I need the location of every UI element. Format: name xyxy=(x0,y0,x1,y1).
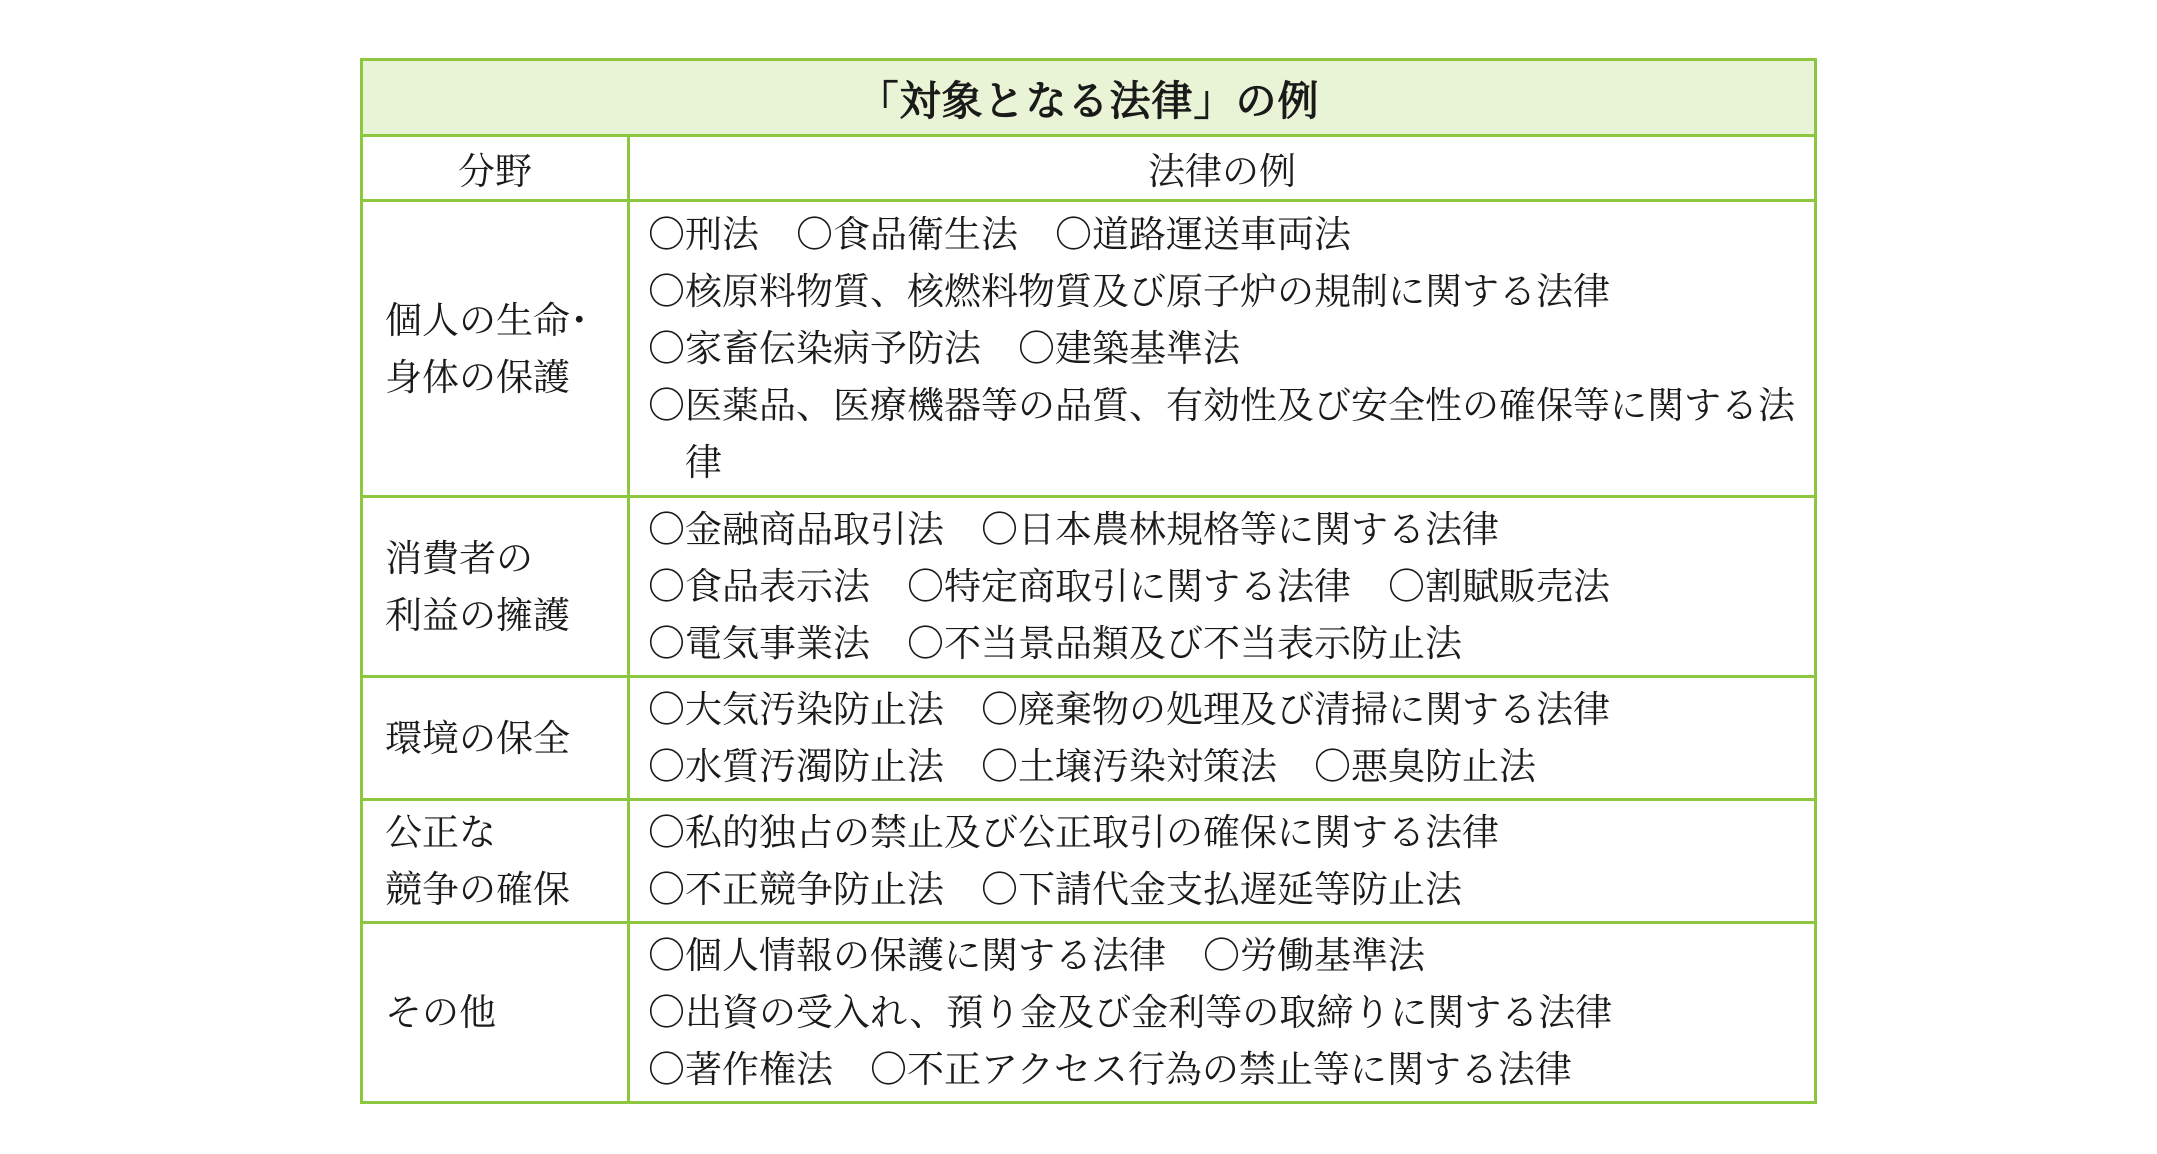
law-list-line: 〇水質汚濁防止法 〇土壌汚染対策法 〇悪臭防止法 xyxy=(648,745,1536,788)
field-label-line: 個人の生命･ xyxy=(385,298,589,342)
law-list-line: 〇医薬品、医療機器等の品質、有効性及び安全性の確保等に関する法律 xyxy=(648,384,1795,484)
table-title: 「対象となる法律」の例 xyxy=(362,60,1816,136)
law-list-line: 〇核原料物質、核燃料物質及び原子炉の規制に関する法律 xyxy=(648,270,1610,313)
table-row xyxy=(362,497,1816,677)
law-list-line: 〇家畜伝染病予防法 〇建築基準法 xyxy=(648,327,1240,370)
law-list-line: 〇刑法 〇食品衛生法 〇道路運送車両法 xyxy=(648,213,1351,256)
law-list-line: 〇金融商品取引法 〇日本農林規格等に関する法律 xyxy=(648,508,1499,551)
laws-cell xyxy=(629,497,1816,677)
laws-cell xyxy=(629,800,1816,923)
law-list-line: 〇著作権法 〇不正アクセス行為の禁止等に関する法律 xyxy=(648,1048,1572,1091)
law-list-line: 〇電気事業法 〇不当景品類及び不当表示防止法 xyxy=(648,622,1462,665)
laws-cell xyxy=(629,201,1816,497)
field-label-line: 消費者の xyxy=(385,536,533,580)
table-row xyxy=(362,201,1816,497)
column-header-field: 分野 xyxy=(362,136,629,201)
field-label-line: 利益の擁護 xyxy=(385,593,570,637)
law-list-line: 〇私的独占の禁止及び公正取引の確保に関する法律 xyxy=(648,811,1499,854)
field-cell xyxy=(362,923,629,1103)
column-header-laws: 法律の例 xyxy=(629,136,1816,201)
law-list-line: 〇個人情報の保護に関する法律 〇労働基準法 xyxy=(648,934,1425,977)
table-row xyxy=(362,677,1816,800)
laws-cell xyxy=(629,677,1816,800)
field-label-line: 身体の保護 xyxy=(385,355,570,399)
field-label-line: 公正な xyxy=(385,811,496,854)
law-list-line: 〇不正競争防止法 〇下請代金支払遅延等防止法 xyxy=(648,868,1462,911)
field-label-line: 環境の保全 xyxy=(385,716,570,760)
law-list-line: 〇食品表示法 〇特定商取引に関する法律 〇割賦販売法 xyxy=(648,565,1610,608)
header-row xyxy=(362,136,1816,201)
field-cell xyxy=(362,497,629,677)
field-label-line: その他 xyxy=(385,991,496,1034)
table-row xyxy=(362,800,1816,923)
field-cell xyxy=(362,800,629,923)
law-list-line: 〇出資の受入れ、預り金及び金利等の取締りに関する法律 xyxy=(648,991,1613,1034)
field-label-line: 競争の確保 xyxy=(385,868,570,911)
laws-cell xyxy=(629,923,1816,1103)
field-cell xyxy=(362,677,629,800)
field-cell xyxy=(362,201,629,497)
law-list-line: 〇大気汚染防止法 〇廃棄物の処理及び清掃に関する法律 xyxy=(648,688,1610,731)
table-row xyxy=(362,923,1816,1103)
laws-table xyxy=(360,58,1817,1104)
title-row xyxy=(362,60,1816,136)
